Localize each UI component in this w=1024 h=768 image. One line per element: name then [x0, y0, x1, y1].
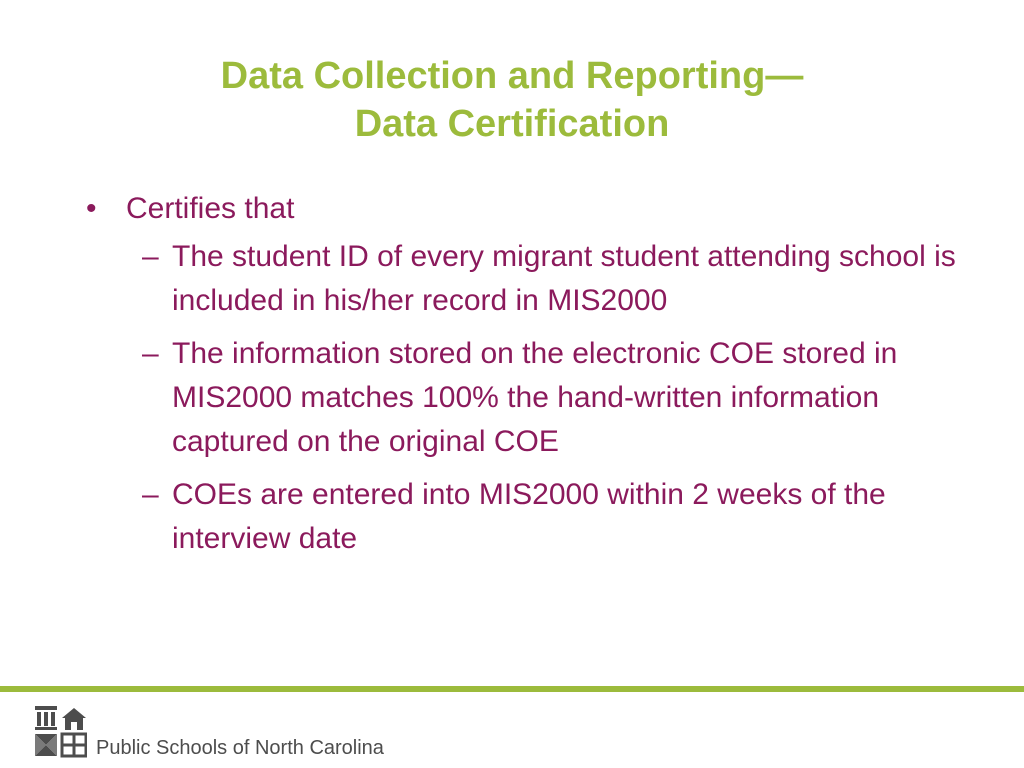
dash-marker: –: [142, 240, 159, 273]
slide-title-line-1: Data Collection and Reporting—: [220, 55, 804, 97]
bullet-item: [86, 186, 986, 231]
slide-title-line-2: Data Certification: [354, 103, 670, 145]
sub-bullet-list: [86, 235, 986, 561]
sub-bullet-text: The student ID of every migrant student attending school is included in his/her record in MIS2000: [172, 240, 956, 317]
slide-body: [86, 186, 986, 570]
sub-bullet-item: [86, 235, 972, 323]
sub-bullet-item: [86, 332, 972, 464]
dash-marker: –: [142, 478, 159, 511]
sub-bullet-text: COEs are entered into MIS2000 within 2 weeks of the interview date: [172, 478, 886, 555]
footer-divider: [0, 686, 1024, 692]
sub-bullet-text: The information stored on the electronic COE stored in MIS2000 matches 100% the hand-written information captured on the original COE: [172, 337, 898, 458]
bullet-marker: •: [86, 192, 97, 225]
bullet-text: Certifies that: [126, 192, 295, 225]
slide-title: [0, 52, 1024, 148]
dash-marker: –: [142, 337, 159, 370]
footer-org-name: Public Schools of North Carolina: [96, 737, 384, 759]
sub-bullet-item: [86, 473, 972, 561]
public-schools-nc-logo-icon: [33, 704, 87, 758]
